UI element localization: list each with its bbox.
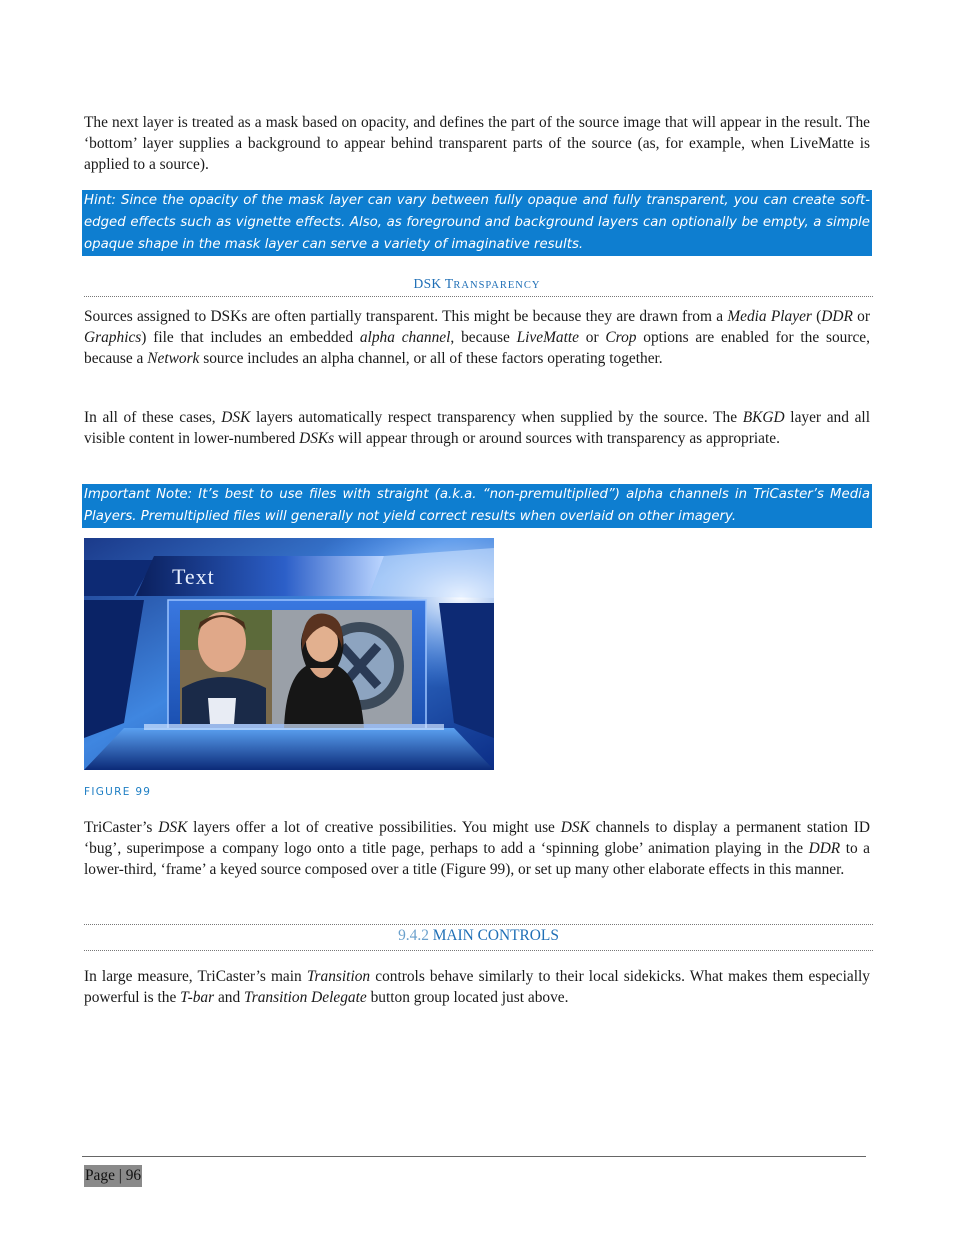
body-paragraph-mask-layer: The next layer is treated as a mask based on opacity, and defines the part of the source image that will appear in the result. The ‘bottom’ layer supplies a background to appear behind transparent parts of the source (as, for example, when LiveMatte is applied to a source). (84, 114, 870, 173)
section-top-divider (84, 924, 873, 925)
body-paragraph-dsk-layers: In all of these cases, DSK layers automatically respect transparency when supplied by the source. The BKGD layer and all visible content in lower-numbered DSKs will appear through or around sources with transparency as appropriate. (84, 409, 870, 447)
figure-99-image (84, 538, 494, 770)
section-bottom-divider (84, 950, 873, 951)
important-note-callout: Important Note: It’s best to use files with straight (a.k.a. “non-premultiplied”) alpha channels in TriCaster’s Media Players. Premultiplied files will generally not yield correct results when overlaid on other imagery. (82, 484, 872, 528)
subheading-dsk-transparency: DSK TRANSPARENCY (413, 276, 541, 291)
figure-overlay-text: Text (172, 564, 215, 589)
virtual-set-illustration (84, 538, 494, 770)
figure-caption: FIGURE 99 (84, 786, 152, 798)
section-title: MAIN CONTROLS (432, 927, 559, 944)
body-paragraph-transparent-sources: Sources assigned to DSKs are often partially transparent. This might be because they are drawn from a Media Player (DDR or Graphics) file that includes an embedded alpha channel, because LiveMatte or Crop options are enabled for the source, because a Network source includes an alpha channel, or all of these factors operating together. (84, 308, 870, 367)
footer-divider (82, 1156, 866, 1157)
hint-callout: Hint: Since the opacity of the mask layer can vary between fully opaque and fully transparent, you can create soft-edged effects such as vignette effects. Also, as foreground and background layers can optionally be empty, a simple opaque shape in the mask layer can serve a variety of imaginative results. (82, 190, 872, 256)
body-paragraph-creative-possibilities: TriCaster’s DSK layers offer a lot of creative possibilities. You might use DSK channels to display a permanent station ID ‘bug’, superimpose a company logo onto a title page, perhaps to add a ‘spinning globe’ animation playing in the DDR to a lower-third, ‘frame’ a keyed source composed over a title (Figure 99), or set up many other elaborate effects in this manner. (84, 819, 871, 878)
subheading-divider (84, 296, 873, 297)
section-number: 9.4.2 (398, 927, 429, 944)
page-number: Page | 96 (84, 1165, 142, 1187)
section-heading-main-controls (84, 927, 873, 945)
body-paragraph-main-controls: In large measure, TriCaster’s main Transition controls behave similarly to their local sidekicks. What makes them especially powerful is the T-bar and Transition Delegate button group located just above. (84, 968, 870, 1006)
